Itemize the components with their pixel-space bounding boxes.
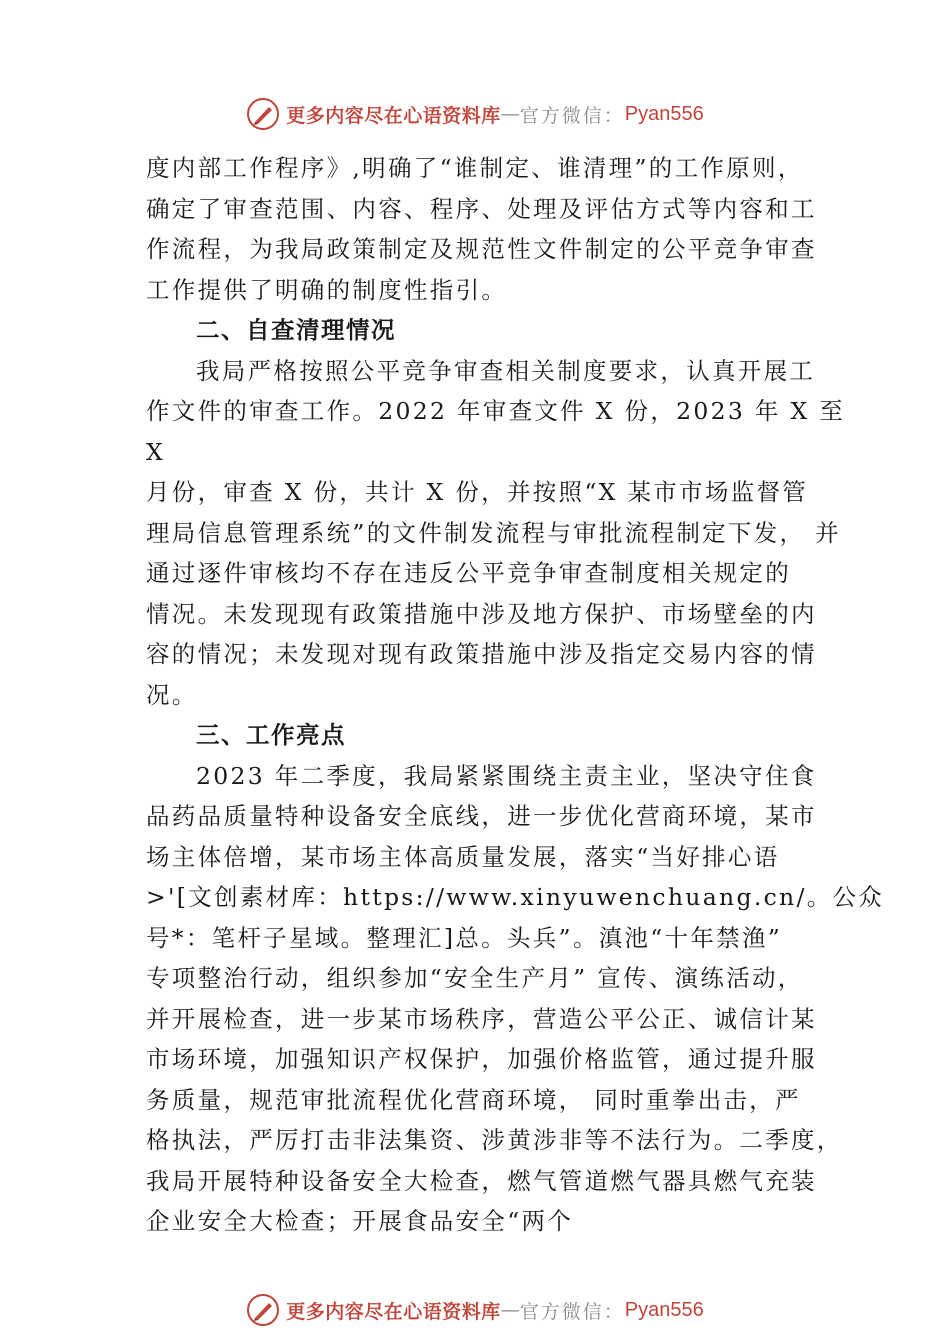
banner-separator: —	[500, 1299, 520, 1321]
banner-brand: 更多内容尽在心语资料库	[286, 104, 501, 127]
section-heading: 三、工作亮点	[196, 721, 346, 749]
paragraph-line: 专项整治行动，组织参加“安全生产月” 宣传、演练活动，	[146, 964, 804, 992]
pen-logo-icon	[246, 1293, 280, 1327]
banner-wechat-label: 官方微信：	[519, 104, 625, 127]
banner-brand: 更多内容尽在心语资料库	[286, 1300, 501, 1323]
banner-wechat-id: Pyan556	[624, 1298, 704, 1321]
paragraph-line: >'[文创素材库：https://www.xinyuwenchuang.cn/。公众	[146, 883, 885, 911]
banner-wechat-label: 官方微信：	[519, 1300, 625, 1323]
paragraph-line: 我局严格按照公平竞争审查相关制度要求，认真开展工	[196, 356, 816, 385]
paragraph-line: 我局开展特种设备安全大检查，燃气管道燃气器具燃气充装	[146, 1166, 817, 1195]
paragraph-line: 工作提供了明确的制度性指引。	[146, 275, 508, 304]
paragraph-line: 务质量，规范审批流程优化营商环境， 同时重拳出击，严	[146, 1085, 801, 1114]
paragraph-line: 2023 年二季度，我局紧紧围绕主责主业，坚决守住食	[196, 761, 817, 790]
paragraph-line: 情况。未发现现有政策措施中涉及地方保护、市场壁垒的内	[146, 599, 817, 628]
paragraph-line: 通过逐件审核均不存在违反公平竞争审查制度相关规定的	[146, 559, 791, 587]
paragraph-line: 容的情况；未发现对现有政策措施中涉及指定交易内容的情	[146, 640, 817, 668]
document-body	[146, 148, 885, 1242]
footer-watermark-banner	[0, 1290, 950, 1330]
paragraph-line: 市场环境，加强知识产权保护，加强价格监管，通过提升服	[146, 1045, 817, 1073]
paragraph-line: 号*：笔杆子星域。整理汇]总。头兵”。滇池“十年禁渔”	[146, 923, 783, 952]
paragraph-line: 理局信息管理系统”的文件制发流程与审批流程制定下发， 并	[146, 518, 841, 547]
banner-wechat-id: Pyan556	[624, 102, 704, 125]
paragraph-line: 格执法，严厉打击非法集资、涉黄涉非等不法行为。二季度，	[146, 1126, 843, 1154]
header-watermark-banner	[0, 94, 950, 134]
paragraph-line: 作流程，为我局政策制定及规范性文件制定的公平竞争审查	[146, 235, 817, 263]
paragraph-line: 况。	[146, 680, 198, 709]
pen-logo-icon	[246, 97, 280, 131]
paragraph-line: 企业安全大检查；开展食品安全“两个	[146, 1207, 574, 1235]
paragraph-line: 品药品质量特种设备安全底线，进一步优化营商环境，某市	[146, 802, 817, 830]
paragraph-line: 并开展检查，进一步某市场秩序，营造公平公正、诚信计某	[146, 1004, 817, 1033]
paragraph-line: 度内部工作程序》,明确了“谁制定、谁清理”的工作原则，	[146, 154, 804, 182]
paragraph-line: 确定了审查范围、内容、程序、处理及评估方式等内容和工	[146, 194, 817, 223]
paragraph-line: 月份，审查 X 份，共计 X 份，并按照“X 某市市场监督管	[146, 478, 809, 506]
paragraph-line: 场主体倍增，某市场主体高质量发展，落实“当好排心语	[146, 842, 780, 871]
paragraph-line: X	[146, 437, 166, 466]
section-heading: 二、自查清理情况	[196, 316, 396, 344]
banner-separator: —	[500, 103, 520, 125]
paragraph-line: 作文件的审查工作。2022 年审查文件 X 份，2023 年 X 至	[146, 397, 846, 425]
